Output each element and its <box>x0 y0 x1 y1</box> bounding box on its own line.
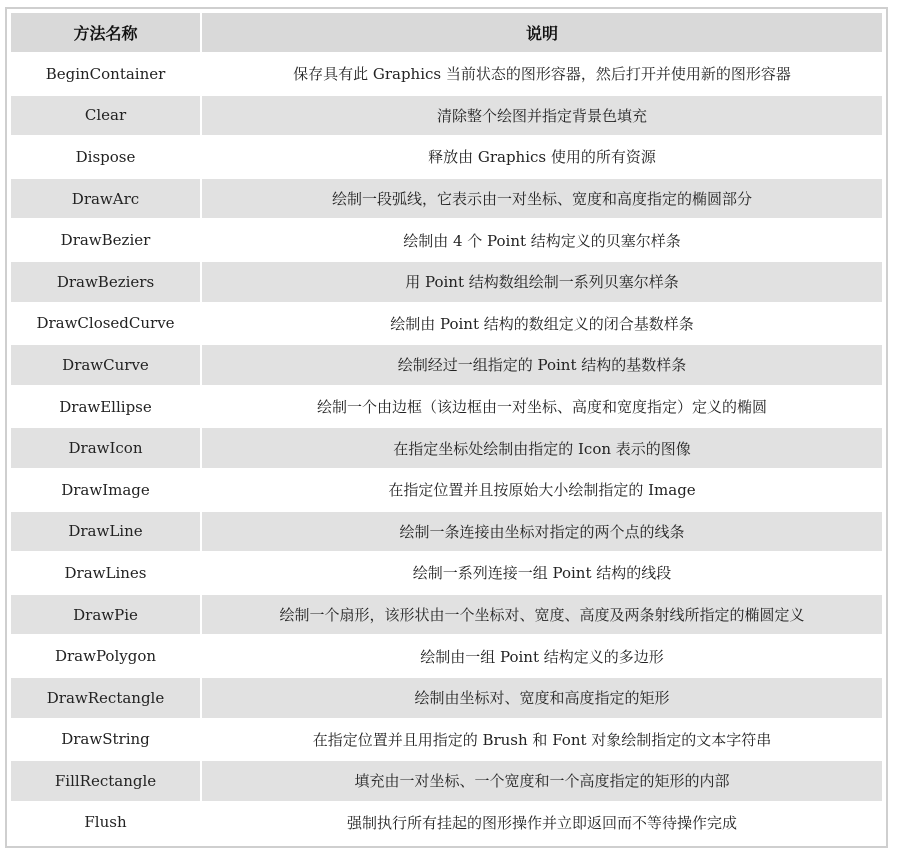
table-row <box>11 344 882 386</box>
method-name-cell: DrawEllipse <box>11 386 201 428</box>
method-name-cell: DrawPie <box>11 594 201 636</box>
method-name-cell: DrawIcon <box>11 427 201 469</box>
table-frame <box>5 7 888 848</box>
method-name-cell: Flush <box>11 802 201 844</box>
method-name-cell: DrawLine <box>11 511 201 553</box>
description-cell: 绘制由 Point 结构的数组定义的闭合基数样条 <box>201 303 882 345</box>
table-row <box>11 511 882 553</box>
table-row <box>11 386 882 428</box>
table-row <box>11 594 882 636</box>
method-name-cell: DrawBeziers <box>11 261 201 303</box>
table-row <box>11 802 882 844</box>
method-name-cell: DrawLines <box>11 552 201 594</box>
table-row <box>11 469 882 511</box>
description-cell: 用 Point 结构数组绘制一系列贝塞尔样条 <box>201 261 882 303</box>
method-name-cell: Clear <box>11 95 201 137</box>
method-name-cell: DrawPolygon <box>11 635 201 677</box>
method-name-cell: DrawArc <box>11 178 201 220</box>
description-cell: 绘制由 4 个 Point 结构定义的贝塞尔样条 <box>201 219 882 261</box>
description-cell: 在指定坐标处绘制由指定的 Icon 表示的图像 <box>201 427 882 469</box>
table-row <box>11 219 882 261</box>
method-name-cell: DrawImage <box>11 469 201 511</box>
description-cell: 清除整个绘图并指定背景色填充 <box>201 95 882 137</box>
description-cell: 绘制一系列连接一组 Point 结构的线段 <box>201 552 882 594</box>
description-cell: 填充由一对坐标、一个宽度和一个高度指定的矩形的内部 <box>201 760 882 802</box>
table-header <box>11 13 882 53</box>
method-name-cell: DrawString <box>11 719 201 761</box>
description-cell: 绘制由一组 Point 结构定义的多边形 <box>201 635 882 677</box>
description-cell: 绘制经过一组指定的 Point 结构的基数样条 <box>201 344 882 386</box>
description-cell: 绘制一段弧线，它表示由一对坐标、宽度和高度指定的椭圆部分 <box>201 178 882 220</box>
description-cell: 绘制由坐标对、宽度和高度指定的矩形 <box>201 677 882 719</box>
method-name-cell: DrawClosedCurve <box>11 303 201 345</box>
header-method-name: 方法名称 <box>11 13 201 53</box>
table-row <box>11 95 882 137</box>
description-cell: 绘制一条连接由坐标对指定的两个点的线条 <box>201 511 882 553</box>
table-row <box>11 427 882 469</box>
method-name-cell: DrawCurve <box>11 344 201 386</box>
method-name-cell: FillRectangle <box>11 760 201 802</box>
description-cell: 绘制一个扇形，该形状由一个坐标对、宽度、高度及两条射线所指定的椭圆定义 <box>201 594 882 636</box>
table-row <box>11 178 882 220</box>
table-row <box>11 136 882 178</box>
table-row <box>11 53 882 95</box>
method-name-cell: BeginContainer <box>11 53 201 95</box>
description-cell: 在指定位置并且用指定的 Brush 和 Font 对象绘制指定的文本字符串 <box>201 719 882 761</box>
table-row <box>11 677 882 719</box>
methods-table <box>11 13 882 844</box>
table-row <box>11 552 882 594</box>
method-name-cell: DrawRectangle <box>11 677 201 719</box>
table-row <box>11 635 882 677</box>
table-row <box>11 719 882 761</box>
description-cell: 在指定位置并且按原始大小绘制指定的 Image <box>201 469 882 511</box>
description-cell: 绘制一个由边框（该边框由一对坐标、高度和宽度指定）定义的椭圆 <box>201 386 882 428</box>
header-row <box>11 13 882 53</box>
table-row <box>11 303 882 345</box>
table-row <box>11 261 882 303</box>
table-row <box>11 760 882 802</box>
header-description: 说明 <box>201 13 882 53</box>
method-name-cell: Dispose <box>11 136 201 178</box>
table-body <box>11 53 882 843</box>
description-cell: 保存具有此 Graphics 当前状态的图形容器，然后打开并使用新的图形容器 <box>201 53 882 95</box>
description-cell: 释放由 Graphics 使用的所有资源 <box>201 136 882 178</box>
description-cell: 强制执行所有挂起的图形操作并立即返回而不等待操作完成 <box>201 802 882 844</box>
method-name-cell: DrawBezier <box>11 219 201 261</box>
